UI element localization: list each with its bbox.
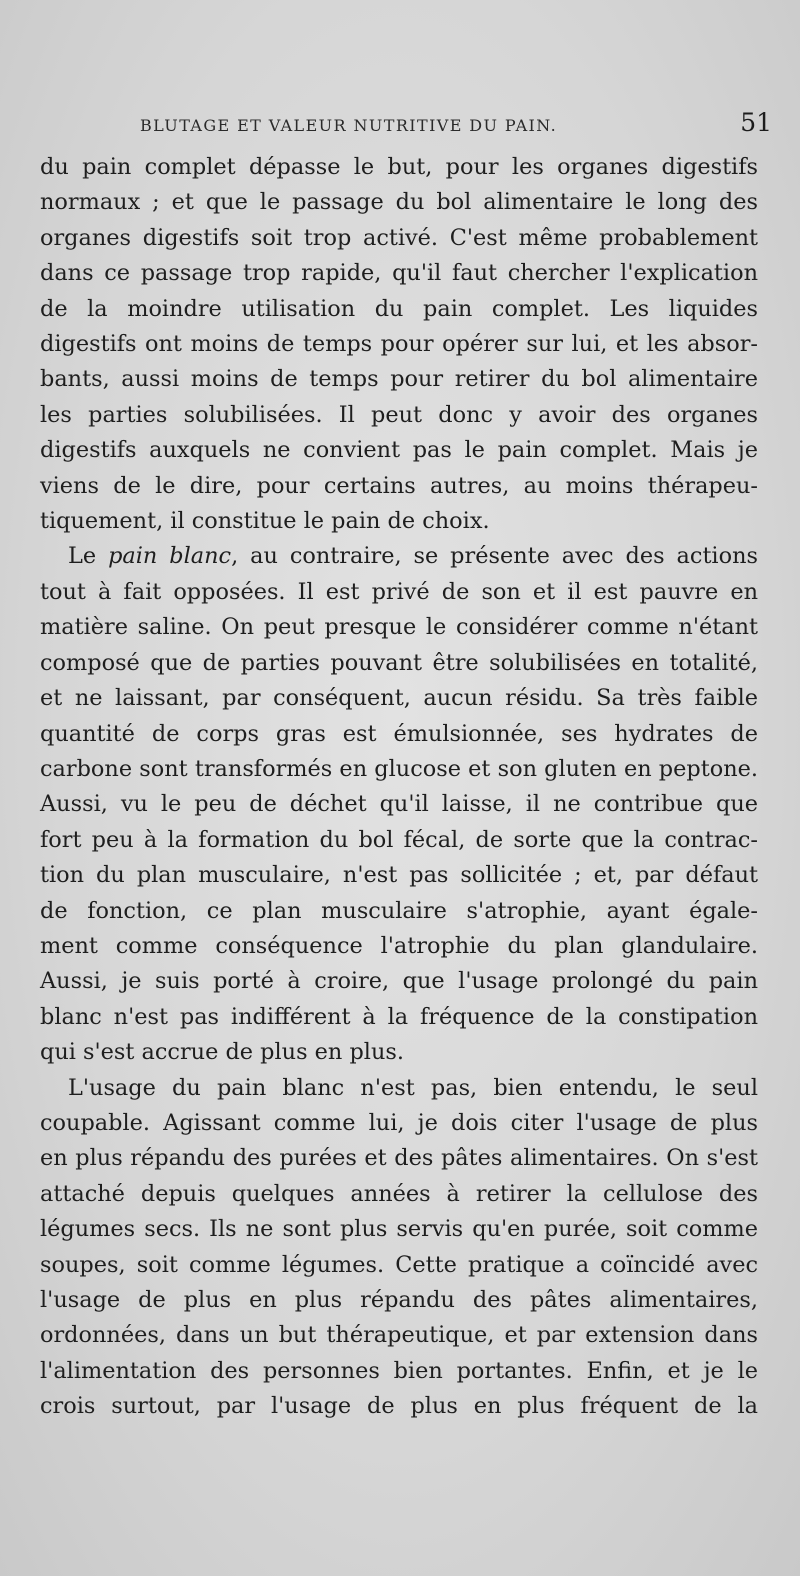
text-line: et ne laissant, par conséquent, aucun résidu. Sa très faible: [40, 685, 758, 712]
text-line: tion du plan musculaire, n'est pas sollicitée ; et, par défaut: [40, 862, 758, 889]
text-line: quantité de corps gras est émulsionnée, ses hydrates de: [40, 720, 758, 747]
paragraph-lead: Le: [68, 543, 109, 570]
text-line: bants, aussi moins de temps pour retirer du bol alimentaire: [40, 366, 758, 393]
text-line: tiquement, il constitue le pain de choix.: [40, 508, 490, 535]
text-line: en plus répandu des purées et des pâtes alimentaires. On s'est: [40, 1145, 758, 1172]
italic-term: pain blanc: [108, 543, 232, 570]
text-line: viens de le dire, pour certains autres, au moins thérapeu-: [40, 472, 758, 499]
text-line: coupable. Agissant comme lui, je dois citer l'usage de plus: [40, 1109, 758, 1136]
text-line: soupes, soit comme légumes. Cette pratique a coïncidé avec: [40, 1251, 758, 1278]
text-line: Aussi, vu le peu de déchet qu'il laisse, il ne contribue que: [40, 791, 758, 818]
text-line: les parties solubilisées. Il peut donc y avoir des organes: [40, 401, 758, 428]
text-line: blanc n'est pas indifférent à la fréquence de la constipation: [40, 1003, 758, 1030]
text-line: du pain complet dépasse le but, pour les organes digestifs: [40, 154, 758, 180]
text-line: organes digestifs soit trop activé. C'est même probablement: [40, 224, 758, 251]
line-rest: , au contraire, se présente avec des actions: [231, 543, 758, 570]
text-line: matière saline. On peut presque le considérer comme n'étant: [40, 614, 758, 641]
text-line: normaux ; et que le passage du bol alimentaire le long des: [40, 189, 758, 216]
running-head: [42, 108, 772, 144]
text-line: carbone sont transformés en glucose et son gluten en peptone.: [40, 755, 758, 782]
text-line: [40, 539, 758, 574]
paragraph-1: [40, 150, 758, 539]
text-body: [40, 150, 758, 1425]
text-line: composé que de parties pouvant être solubilisées en totalité,: [40, 649, 758, 676]
text-line: l'alimentation des personnes bien portantes. Enfin, et je le: [40, 1357, 758, 1384]
text-line: tout à fait opposées. Il est privé de son et il est pauvre en: [40, 578, 758, 605]
text-line: L'usage du pain blanc n'est pas, bien entendu, le seul: [68, 1074, 758, 1101]
text-line: légumes secs. Ils ne sont plus servis qu'en purée, soit comme: [40, 1216, 758, 1243]
text-line: de fonction, ce plan musculaire s'atrophie, ayant égale-: [40, 897, 758, 924]
text-line: dans ce passage trop rapide, qu'il faut chercher l'explication: [40, 260, 758, 287]
text-line: digestifs auxquels ne convient pas le pain complet. Mais je: [40, 437, 758, 464]
text-line: attaché depuis quelques années à retirer la cellulose des: [40, 1180, 758, 1207]
text-line: de la moindre utilisation du pain complet. Les liquides: [40, 295, 758, 322]
text-line: digestifs ont moins de temps pour opérer sur lui, et les absor-: [40, 331, 758, 358]
text-line: crois surtout, par l'usage de plus en plus fréquent de la: [40, 1393, 758, 1420]
paragraph-2: [40, 539, 758, 1070]
text-line: ordonnées, dans un but thérapeutique, et par extension dans: [40, 1322, 758, 1349]
running-title: BLUTAGE ET VALEUR NUTRITIVE DU PAIN.: [140, 116, 558, 135]
text-line: qui s'est accrue de plus en plus.: [40, 1039, 404, 1066]
text-line: ment comme conséquence l'atrophie du plan glandulaire.: [40, 932, 758, 959]
page-number: 51: [740, 108, 772, 137]
text-line: fort peu à la formation du bol fécal, de sorte que la contrac-: [40, 826, 758, 853]
text-line: l'usage de plus en plus répandu des pâtes alimentaires,: [40, 1287, 758, 1313]
paragraph-3: [40, 1071, 758, 1425]
text-line: Aussi, je suis porté à croire, que l'usage prolongé du pain: [40, 968, 758, 995]
